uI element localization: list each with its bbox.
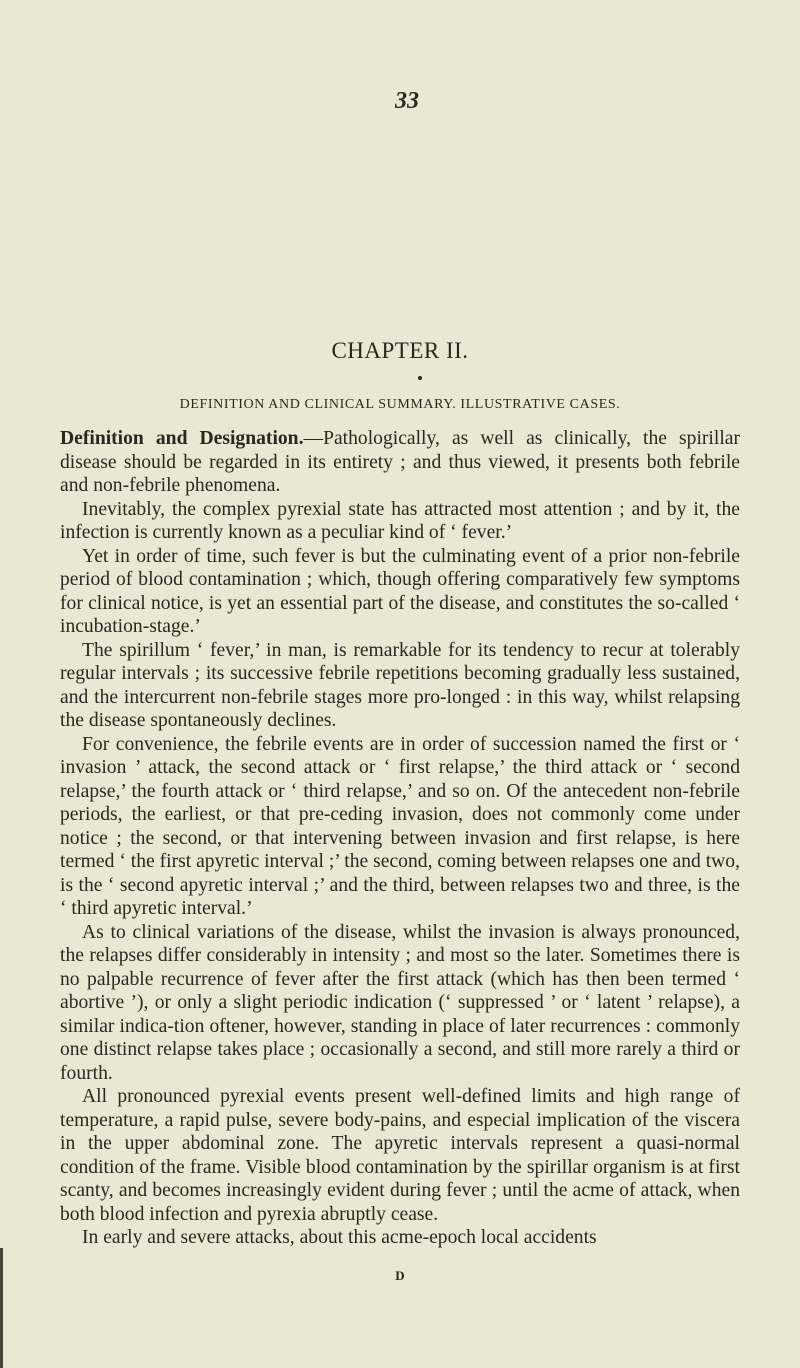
paragraph: For convenience, the febrile events are in order of succession named the first or ‘ invasion ’ attack, the second attack or ‘ first relapse,’ the third attack or ‘ second relapse,’ the fourth attack or ‘ third relapse,’ and so on. Of the antecedent non-febrile periods, the earliest, or that pre-ceding invasion, does not commonly come under notice ; the second, or that intervening between invasion and first relapse, is here termed ‘ the first apyretic interval ;’ the second, coming between relapses one and two, is the ‘ second apyretic interval ;’ and the third, between relapses two and three, is the ‘ third apyretic interval.’ (60, 733, 740, 919)
section-heading: Definition and Designation. (60, 428, 304, 449)
paragraph (60, 427, 740, 498)
body-text (60, 427, 740, 1250)
page-edge-shadow (0, 1248, 3, 1368)
paragraph: All pronounced pyrexial events present well-defined limits and high range of temperature, a rapid pulse, severe body-pains, and especial implication of the viscera in the upper abdominal zone. The apyretic intervals represent a quasi-normal condition of the frame. Visible blood contamination by the spirillar organism is at first scanty, and becomes increasingly evident during fever ; until the acme of attack, when both blood infection and pyrexia abruptly cease. (60, 1086, 740, 1225)
chapter-title: CHAPTER II. (331, 338, 469, 363)
page-number: 33 (395, 88, 419, 114)
paragraph: As to clinical variations of the disease, whilst the invasion is always pronounced, the relapses differ considerably in intensity ; and most so the later. Sometimes there is no palpable recurrence of fever after the first attack (which has then been termed ‘ abortive ’), or only a slight periodic indication (‘ suppressed ’ or ‘ latent ’ relapse), a similar indica-tion oftener, however, standing in place of later recurrences : commonly one distinct relapse takes place ; occasionally a second, and still more rarely a third or fourth. (60, 921, 740, 1084)
paragraph: Inevitably, the complex pyrexial state has attracted most attention ; and by it, the infection is currently known as a peculiar kind of ‘ fever.’ (60, 498, 740, 543)
ornament-dot (418, 376, 422, 380)
paragraph-text: —Pathologically, as well as clinically, the spirillar disease should be regarded in its entirety ; and thus viewed, it presents both febrile and non-febrile phenomena. (60, 428, 740, 496)
paragraph: The spirillum ‘ fever,’ in man, is remarkable for its tendency to recur at tolerably regular intervals ; its successive febrile repetitions becoming gradually less sustained, and the intercurrent non-febrile stages more pro-longed : in this way, whilst relapsing the disease spontaneously declines. (60, 639, 740, 731)
paragraph: Yet in order of time, such fever is but the culminating event of a prior non-febrile period of blood contamination ; which, though offering comparatively few symptoms for clinical notice, is yet an essential part of the disease, and constitutes the so-called ‘ incubation-stage.’ (60, 545, 740, 637)
signature-mark: D (395, 1268, 405, 1283)
paragraph: In early and severe attacks, about this acme-epoch local accidents (82, 1227, 597, 1248)
chapter-subtitle: DEFINITION AND CLINICAL SUMMARY. ILLUSTRATIVE CASES. (179, 397, 621, 412)
